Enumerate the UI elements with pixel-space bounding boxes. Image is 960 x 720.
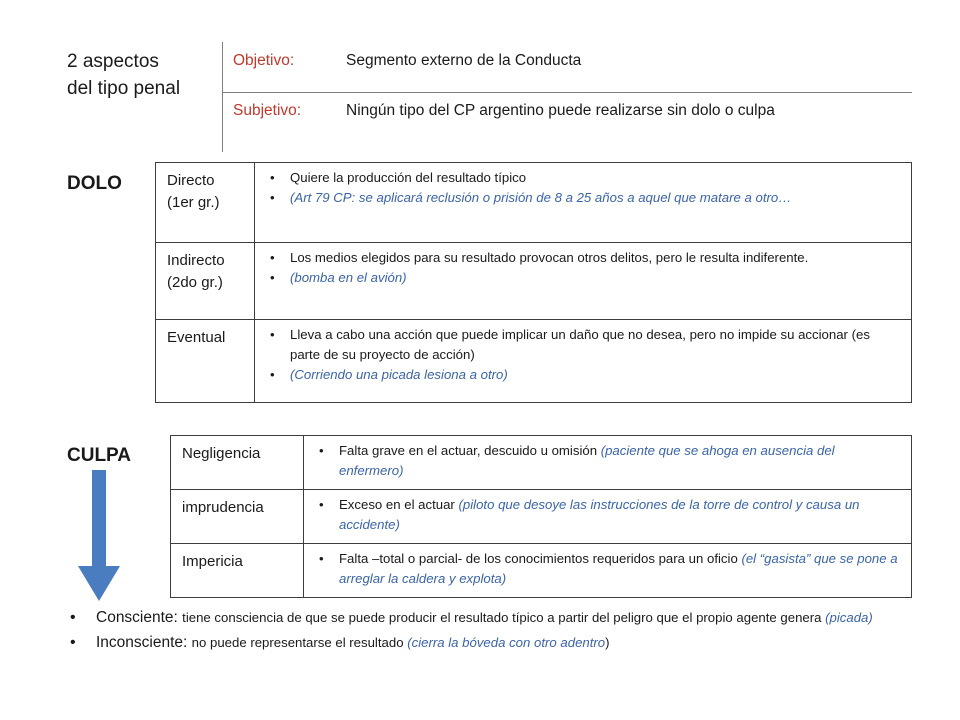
bullet-item-example: • (Art 79 CP: se aplicará reclusión o prisión de 8 a 25 años a aquel que matare a otro… — [268, 188, 901, 208]
intro-title — [67, 50, 180, 101]
culpa-heading: CULPA — [67, 445, 132, 466]
dolo-label-cell — [156, 243, 255, 320]
footer-term: Consciente — [96, 609, 174, 626]
intro-divider-horizontal — [222, 92, 912, 93]
bullet-item — [317, 495, 901, 535]
dolo-label: Indirecto — [167, 252, 225, 269]
footer-text: tiene consciencia de que se puede producir el resultado típico a partir del peligro que el propio agente genera — [182, 610, 826, 625]
culpa-row-imprudencia — [171, 490, 912, 544]
dolo-row-eventual — [156, 320, 912, 403]
footer-text: no puede representarse el resultado — [191, 635, 408, 650]
intro-label-objetivo: Objetivo: — [233, 52, 295, 69]
dolo-label: Eventual — [167, 329, 226, 346]
bullet-example: (piloto que desoye las instrucciones de la torre de control y causa un accidente) — [339, 497, 860, 532]
down-arrow-icon — [78, 470, 120, 602]
footer-example: (picada) — [825, 610, 873, 625]
dolo-table — [155, 162, 912, 403]
bullet-list — [268, 168, 901, 208]
bullet-item-example: • (bomba en el avión) — [268, 268, 901, 288]
culpa-row-impericia — [171, 544, 912, 598]
dolo-label-cell — [156, 163, 255, 243]
culpa-content-cell — [304, 436, 912, 490]
bullet-text: Falta grave en el actuar, descuido u omisión — [339, 443, 601, 458]
bullet-text: Falta –total o parcial- de los conocimientos requeridos para un oficio — [339, 551, 742, 566]
bullet-item — [317, 441, 901, 481]
intro-title-line2: del tipo penal — [67, 78, 181, 99]
dolo-content-cell — [255, 243, 912, 320]
intro-label-subjetivo: Subjetivo: — [233, 102, 302, 119]
footer-colon: : — [173, 609, 183, 626]
bullet-list — [66, 607, 926, 653]
footer-colon: : — [183, 634, 192, 651]
footer-example: (cierra la bóveda con otro adentro — [407, 635, 606, 650]
intro-title-line1: 2 aspectos — [67, 51, 159, 72]
dolo-content-cell — [255, 320, 912, 403]
culpa-content-cell — [304, 544, 912, 598]
dolo-label: Directo — [167, 172, 215, 189]
intro-text-objetivo: Segmento externo de la Conducta — [346, 52, 582, 69]
bullet-item: • Lleva a cabo una acción que puede implicar un daño que no desea, pero no impide su accionar (es parte de su proyecto de acción) — [268, 325, 901, 365]
intro-text-subjetivo: Ningún tipo del CP argentino puede realizarse sin dolo o culpa — [346, 102, 775, 119]
bullet-list — [268, 248, 901, 288]
dolo-heading: DOLO — [67, 173, 122, 194]
dolo-label-sub: (1er gr.) — [167, 194, 220, 211]
bullet-text: Exceso en el actuar — [339, 497, 459, 512]
dolo-label-cell — [156, 320, 255, 403]
bullet-example: (el “gasista” que se pone a arreglar la caldera y explota) — [339, 551, 898, 586]
dolo-label-sub: (2do gr.) — [167, 274, 223, 291]
bullet-item: • Quiere la producción del resultado típico — [268, 168, 901, 188]
footer-term: Inconsciente — [96, 634, 184, 651]
culpa-label: Negligencia — [171, 436, 304, 490]
bullet-item: • Los medios elegidos para su resultado provocan otros delitos, pero le resulta indiferente. — [268, 248, 901, 268]
intro-row-objetivo — [233, 51, 294, 71]
dolo-content-cell — [255, 163, 912, 243]
footer-list — [66, 607, 926, 653]
footer-item-consciente — [66, 607, 926, 628]
culpa-label: Impericia — [171, 544, 304, 598]
bullet-item-example: • (Corriendo una picada lesiona a otro) — [268, 365, 901, 385]
bullet-item — [317, 549, 901, 589]
footer-item-inconsciente — [66, 632, 926, 653]
footer-tail: ) — [605, 635, 610, 650]
culpa-row-negligencia — [171, 436, 912, 490]
bullet-list — [268, 325, 901, 385]
culpa-table — [170, 435, 912, 598]
dolo-row-indirecto — [156, 243, 912, 320]
bullet-list — [317, 441, 901, 481]
dolo-row-directo — [156, 163, 912, 243]
bullet-list — [317, 549, 901, 589]
culpa-label: imprudencia — [171, 490, 304, 544]
intro-divider-vertical — [222, 42, 223, 152]
bullet-example: (paciente que se ahoga en ausencia del enfermero) — [339, 443, 835, 478]
intro-row-subjetivo — [233, 101, 301, 121]
bullet-list — [317, 495, 901, 535]
culpa-content-cell — [304, 490, 912, 544]
